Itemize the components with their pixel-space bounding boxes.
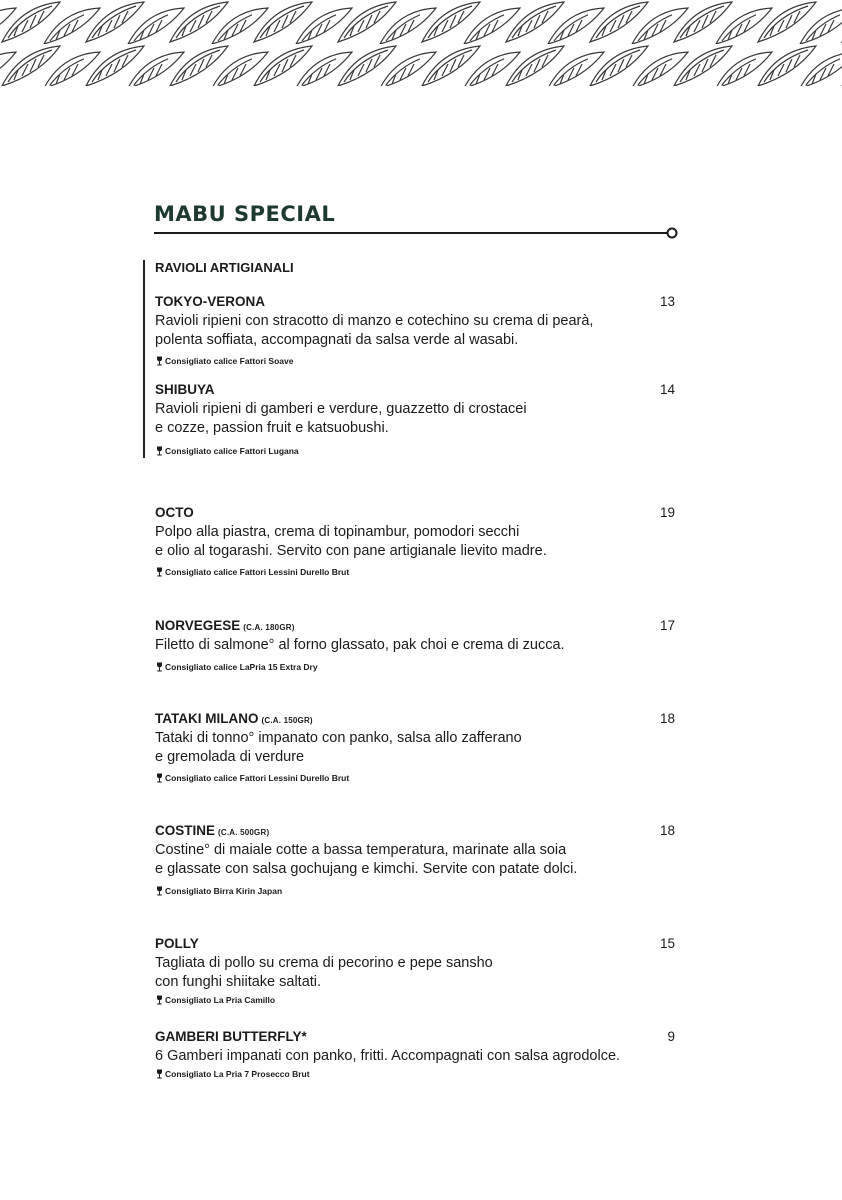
wine-glass-icon	[155, 446, 164, 456]
group-label: RAVIOLI ARTIGIANALI	[155, 260, 294, 275]
wine-suggestion: Consigliato calice LaPria 15 Extra Dry	[155, 662, 680, 672]
wine-suggestion: Consigliato La Pria Camillo	[155, 995, 680, 1005]
menu-item	[155, 935, 680, 1005]
title-underline	[154, 226, 680, 240]
item-name: TOKYO-VERONA	[155, 294, 266, 309]
wine-suggestion: Consigliato calice Fattori Soave	[155, 356, 680, 366]
wine-suggestion: Consigliato calice Fattori Lugana	[155, 446, 680, 456]
wine-suggestion: Consigliato calice Fattori Lessini Durello Brut	[155, 567, 680, 577]
item-name: COSTINE (C.A. 500GR)	[155, 823, 270, 838]
item-name: GAMBERI BUTTERFLY*	[155, 1029, 307, 1044]
item-name: POLLY	[155, 936, 199, 951]
item-description: Tagliata di pollo su crema di pecorino e pepe sansho con funghi shiitake saltati.	[155, 955, 493, 990]
menu-item	[155, 822, 680, 896]
item-weight: (C.A. 500GR)	[218, 828, 270, 837]
wine-glass-icon	[155, 1069, 164, 1079]
item-description: Tataki di tonno° impanato con panko, salsa allo zafferano e gremolada di verdure	[155, 730, 522, 765]
section-title: MABU SPECIAL	[154, 202, 336, 226]
wine-glass-icon	[155, 886, 164, 896]
menu-item	[155, 710, 680, 783]
item-description: Filetto di salmone° al forno glassato, pak choi e crema di zucca.	[155, 637, 565, 653]
wine-glass-icon	[155, 773, 164, 783]
wine-glass-icon	[155, 995, 164, 1005]
item-price: 17	[659, 618, 675, 633]
wine-glass-icon	[155, 662, 164, 672]
item-description: Ravioli ripieni con stracotto di manzo e cotechino su crema di pearà, polenta soffiata, accompagnati da salsa verde al wasabi.	[155, 313, 594, 348]
item-price: 18	[659, 711, 675, 726]
item-name: NORVEGESE (C.A. 180GR)	[155, 618, 295, 633]
leaf-pattern-banner	[0, 0, 842, 86]
group-bar	[143, 260, 145, 458]
item-name: SHIBUYA	[155, 382, 215, 397]
menu-item	[155, 617, 680, 672]
wine-glass-icon	[155, 356, 164, 366]
menu-item	[155, 504, 680, 577]
item-weight: (C.A. 180GR)	[243, 623, 295, 632]
menu-item	[155, 293, 680, 366]
item-price: 14	[659, 382, 675, 397]
menu-item	[155, 1028, 680, 1079]
menu-item	[155, 381, 680, 456]
item-description: Ravioli ripieni di gamberi e verdure, guazzetto di crostacei e cozze, passion fruit e katsuobushi.	[155, 401, 527, 436]
wine-suggestion: Consigliato Birra Kirin Japan	[155, 886, 680, 896]
item-description: 6 Gamberi impanati con panko, fritti. Accompagnati con salsa agrodolce.	[155, 1048, 621, 1064]
item-description: Costine° di maiale cotte a bassa temperatura, marinate alla soia e glassate con salsa gochujang e kimchi. Servite con patate dolci.	[155, 842, 578, 877]
item-price: 13	[659, 294, 675, 309]
item-price: 18	[659, 823, 675, 838]
item-price: 19	[659, 505, 675, 520]
wine-suggestion: Consigliato La Pria 7 Prosecco Brut	[155, 1069, 680, 1079]
item-description: Polpo alla piastra, crema di topinambur, pomodori secchi e olio al togarashi. Servito con pane artigianale lievito madre.	[155, 524, 547, 559]
item-price: 9	[667, 1029, 675, 1044]
wine-glass-icon	[155, 567, 164, 577]
item-name: TATAKI MILANO (C.A. 150GR)	[155, 711, 313, 726]
item-price: 15	[659, 936, 675, 951]
item-name: OCTO	[155, 505, 194, 520]
item-weight: (C.A. 150GR)	[261, 716, 313, 725]
wine-suggestion: Consigliato calice Fattori Lessini Durello Brut	[155, 773, 680, 783]
